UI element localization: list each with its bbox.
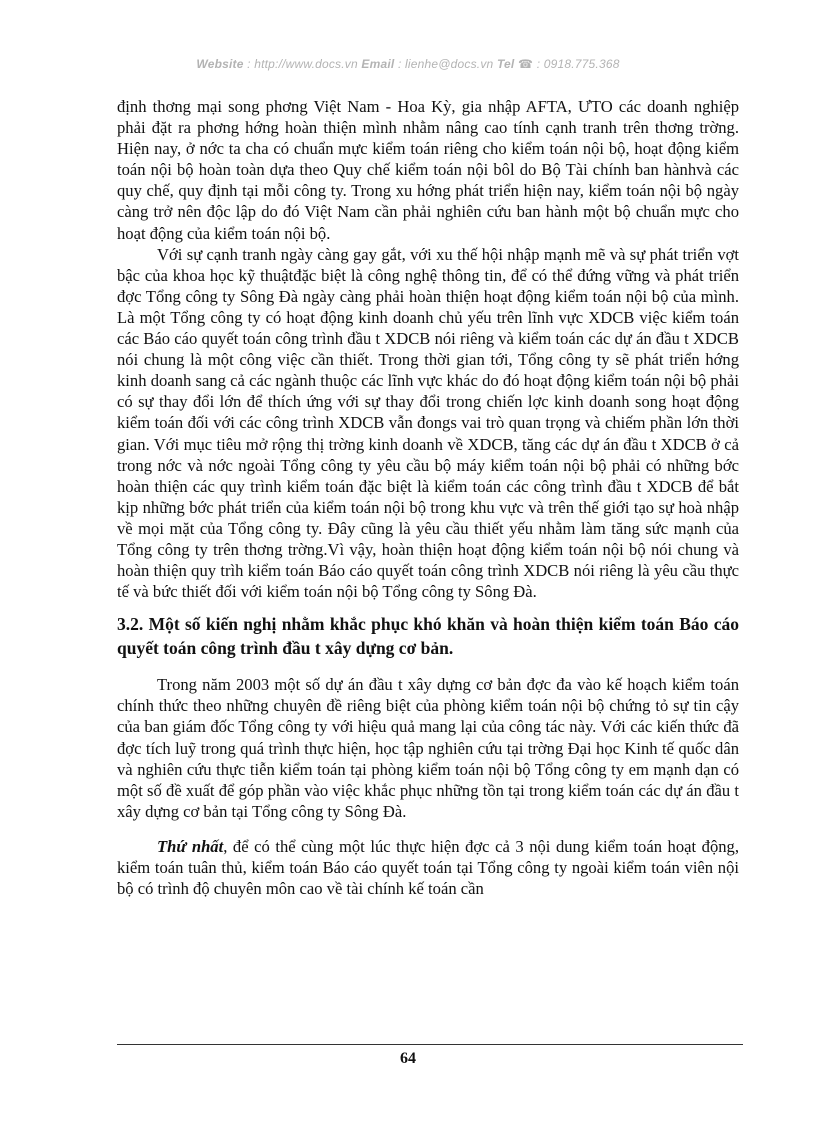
paragraph-1: định thơng mại song phơng Việt Nam - Hoa Kỳ, gia nhập AFTA, ƯTO các doanh nghiệp phải đặt ra phơng hớng hoàn thiện mình nhằm nâng cao tính cạnh tranh trên thơng trờng. Hiện nay, ở nớc ta cha có chuẩn mực kiểm toán riêng cho kiểm toán nội bộ, hoạt động kiểm toán nội bộ hoàn toàn dựa theo Quy chế kiểm toán nội bôl do Bộ Tài chính ban hànhvà các quy chế, quy định tại mỗi công ty. Trong xu hớng phát triển hiện nay, kiểm toán nội bộ ngày càng trở nên độc lập do đó Việt Nam cần phải nghiên cứu ban hành một bộ chuẩn mực cho hoạt động của kiểm toán nội bộ. xyxy=(117,97,739,243)
website-label: Website xyxy=(196,57,244,71)
paragraph-2: Với sự cạnh tranh ngày càng gay gắt, với xu thế hội nhập mạnh mẽ và sự phát triển vợt bậc của khoa học kỹ thuậtđặc biệt là công nghệ thông tin, để có thể đứng vững và phát triển đợc Tổng công ty Sông Đà ngày càng phải hoàn thiện hoạt động kiểm toán nội bộ của mình. Là một Tổng công ty có hoạt động kinh doanh chủ yếu trên lĩnh vực XDCB việc kiểm toán các Báo cáo quyết toán công trình đầu t XDCB nói riêng và kiểm toán các dự án đầu t XDCB nói chung là một công việc cần thiết. Trong thời gian tới, Tổng công ty sẽ phát triển hớng kinh doanh sang cả các ngành thuộc các lĩnh vực khác do đó hoạt động kiểm toán nội bộ phải có sự thay đổi lớn để thích ứng với sự thay đổi trong chiến lợc kinh doanh song hoạt động kiểm toán đối với các công trình XDCB vẫn đongs vai trò quan trọng và chiếm phần lớn thời gian. Với mục tiêu mở rộng thị trờng kinh doanh về XDCB, tăng các dự án đầu t XDCB ở cả trong nớc và nớc ngoài Tổng công ty yêu cầu bộ máy kiểm toán nội bộ phải có những bớc hoàn thiện các quy trình kiểm toán đặc biệt là kiểm toán các công trình đầu t XDCB để bắt kịp những bớc phát triển của kiểm toán nội bộ trong khu vực và trên thế giới tạo sự hoà nhập về mọi mặt của Tổng công ty. Đây cũng là yêu cầu thiết yếu nhằm làm tăng sức mạnh của Tổng công ty trên thơng trờng.Vì vậy, hoàn thiện hoạt động kiểm toán nội bộ nói chung và hoàn thiện quy trìh kiểm toán Báo cáo quyết toán công trình XDCB nói riêng là yêu cầu thực tế và bức thiết đối với kiểm toán nội bộ Tổng công ty Sông Đà. xyxy=(117,244,739,602)
page-header xyxy=(0,57,816,71)
section-heading: 3.2. Một số kiến nghị nhằm khắc phục khó khăn và hoàn thiện kiểm toán Báo cáo quyết toán công trình đầu t xây dựng cơ bản. xyxy=(117,614,739,659)
paragraph-4 xyxy=(117,836,739,899)
paragraph-4-lead: Thứ nhất xyxy=(157,836,224,856)
document-body xyxy=(117,96,739,899)
paragraph-3: Trong năm 2003 một số dự án đầu t xây dựng cơ bản đợc đa vào kế hoạch kiểm toán chính thức theo những chuyên đề riêng biệt của phòng kiểm toán nội bộ chứng tỏ sự tin cậy của ban giám đốc Tổng công ty với hiệu quả mang lại của công tác này. Với các kiến thức đã đợc tích luỹ trong quá trình thực hiện, học tập nghiên cứu tại trờng Đại học Kinh tế quốc dân và nghiên cứu thực tiễn kiểm toán tại phòng kiểm toán nội bộ Tổng công ty em mạnh dạn có một số đề xuất để góp phần vào việc khắc phục những tồn tại trong kiểm toán các dự án đầu t xây dựng cơ bản tại Tổng công ty Sông Đà. xyxy=(117,675,739,821)
website-value: : http://www.docs.vn xyxy=(247,57,358,71)
page-number: 64 xyxy=(400,1050,416,1067)
tel-value: ☎ : 0918.775.368 xyxy=(518,57,620,71)
email-value: : lienhe@docs.vn xyxy=(397,57,494,71)
email-label: Email xyxy=(361,57,395,71)
footer-divider xyxy=(117,1044,743,1045)
tel-label: Tel xyxy=(496,57,515,71)
paragraph-4-text: , để có thể cùng một lúc thực hiện đợc cả 3 nội dung kiểm toán hoạt động, kiểm toán tuân thủ, kiểm toán Báo cáo quyết toán tại Tổng công ty ngoài kiểm toán viên nội bộ có trình độ chuyên môn cao về tài chính kế toán cần xyxy=(117,836,739,899)
